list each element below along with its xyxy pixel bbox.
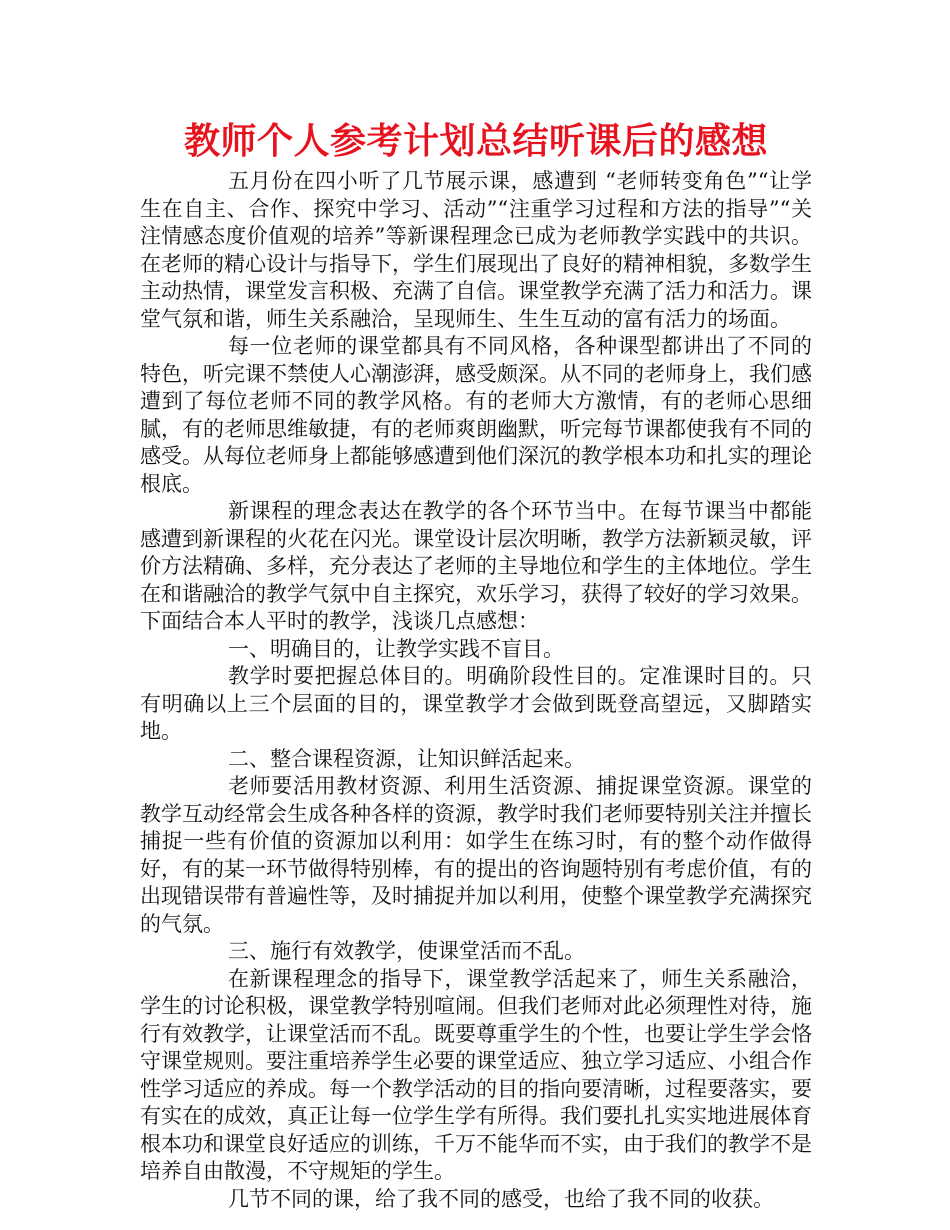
document-title: 教师个人参考计划总结听课后的感想 <box>183 121 768 162</box>
document-body <box>140 168 812 1213</box>
section-heading-2: 二、整合课程资源，让知识鲜活起来。 <box>228 746 585 771</box>
document-page <box>140 118 812 1213</box>
paragraph-teaching-styles: 每一位老师的课堂都具有不同风格，各种课型都讲出了不同的特色，听完课不禁使人心潮澎湃，感受颇深。从不同的老师身上，我们感遭到了每位老师不同的教学风格。有的老师大方激情，有的老师心思细腻，有的老师思维敏捷，有的老师爽朗幽默，听完每节课都使我有不同的感受。从每位老师身上都能够感遭到他们深沉的教学根本功和扎实的理论根底。 <box>140 334 812 496</box>
paragraph-new-curriculum: 新课程的理念表达在教学的各个环节当中。在每节课当中都能感遭到新课程的火花在闪光。课堂设计层次明晰，教学方法新颖灵敏，评价方法精确、多样，充分表达了老师的主导地位和学生的主体地位。学生在和谐融洽的教学气氛中自主探究，欢乐学习，获得了较好的学习效果。下面结合本人平时的教学，浅谈几点感想： <box>140 499 812 633</box>
paragraph-intro: 五月份在四小听了几节展示课，感遭到 “老师转变角色”“让学生在自主、合作、探究中学习、活动”“注重学习过程和方法的指导”“关注情感态度价值观的培养”等新课程理念已成为老师教学实践中的共识。在老师的精心设计与指导下，学生们展现出了良好的精神相貌，多数学生主动热情，课堂发言积极、充满了自信。课堂教学充满了活力和活力。课堂气氛和谐，师生关系融洽，呈现师生、生生互动的富有活力的场面。 <box>140 169 812 331</box>
paragraph-effective-teaching: 在新课程理念的指导下，课堂教学活起来了，师生关系融洽，学生的讨论积极，课堂教学特别喧闹。但我们老师对此必须理性对待，施行有效教学，让课堂活而不乱。既要尊重学生的个性，也要让学生学会恪守课堂规则。要注重培养学生必要的课堂适应、独立学习适应、小组合作性学习适应的养成。每一个教学活动的目的指向要清晰，过程要落实，要有实在的成效，真正让每一位学生学有所得。我们要扎扎实实地进展体育根本功和课堂良好适应的训练，千万不能华而不实，由于我们的教学不是培养自由散漫，不守规矩的学生。 <box>140 966 812 1183</box>
section-heading-1: 一、明确目的，让教学实践不盲目。 <box>228 636 564 661</box>
paragraph-resources: 老师要活用教材资源、利用生活资源、捕捉课堂资源。课堂的教学互动经常会生成各种各样的资源，教学时我们老师要特别关注并擅长捕捉一些有价值的资源加以利用：如学生在练习时，有的整个动作做得好，有的某一环节做得特别棒，有的提出的咨询题特别有考虑价值，有的出现错误带有普遍性等，及时捕捉并加以利用，使整个课堂教学充满探究的气氛。 <box>140 774 812 936</box>
section-heading-3: 三、施行有效教学，使课堂活而不乱。 <box>228 939 585 963</box>
paragraph-goals: 教学时要把握总体目的。明确阶段性目的。定准课时目的。只有明确以上三个层面的目的，课堂教学才会做到既登高望远，又脚踏实地。 <box>140 664 812 743</box>
paragraph-conclusion: 几节不同的课，给了我不同的感受，也给了我不同的收获。 <box>228 1186 774 1211</box>
